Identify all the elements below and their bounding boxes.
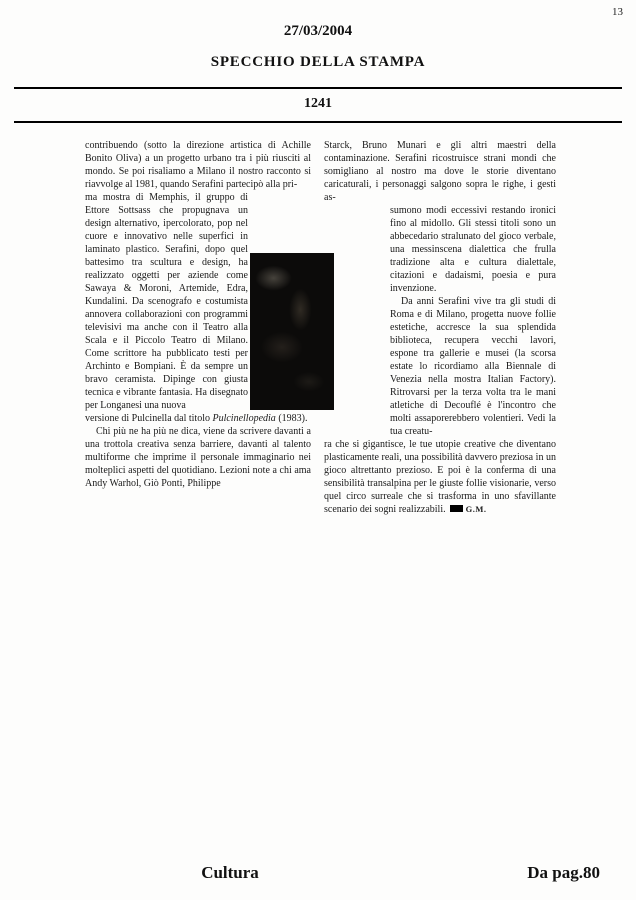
issue-number: 1241 [304,96,332,111]
text-run: Da anni Serafini vive tra gli studi di Roma e di Milano, progetta nuove follie estetiche, accresce la sua splendida biblioteca, recupera vecchi lavori, espone tra gallerie e musei (la scorsa estate lo ricordiamo alla Biennale di Venezia nella mostra Italian Factory). Ritrovarsi per la terza volta tra le mani atletiche di Decouflé è l'incontro che molti assaporerebbero volentieri. Vedi la tua creatu- [390,296,556,437]
text-run: ma mostra di Memphis, il gruppo di Ettore Sottsass che propugnava un design alternativo, ipercolorato, pop nel cuore e innovativo nelle superfici in laminato plastico. Serafini, dopo quel battesimo tra scultura e design, ha realizzato oggetti per aziende come Sawaya & Moroni, Artemide, Edra, Kundalini. Da scenografo e costumista annovera collaborazioni con programmi televisivi ma anche con il Teatro alla Scala e il Piccolo Teatro di Milano. Come scrittore ha pubblicato testi per Archinto e Bompiani. È da sempre un bravo ceramista. Dipinge con giusta tecnica e vibrante fantasia. Ha disegnato per Longanesi una nuova [85,192,248,411]
article-paragraph-wrapped [390,204,556,295]
text-run: (1983). [275,413,308,424]
article-paragraph [85,139,311,191]
text-run: versione di Pulcinella dal titolo [85,413,213,424]
text-run: sumono modi eccessivi restando ironici fino al midollo. Gli stessi titoli sono un abbecedario stralunato del gioco verbale, una messinscena dialettica che frulla tradizione alta e cultura dialettale, citazioni e dadaismi, poesia e pura invenzione. [390,205,556,294]
article-photo [250,253,334,410]
author-initials: G.M. [465,504,487,514]
text-run: Starck, Bruno Munari e gli altri maestri della contaminazione. Serafini ricostruisce strani mondi che somigliano al nostro ma dove le storie diventano caricaturali, i personaggi salgono sopra le righe, i gesti as- [324,140,556,203]
article-paragraph [85,425,311,490]
article-column-right [324,139,556,516]
text-run: Chi più ne ha più ne dica, viene da scrivere davanti a una trottola creativa senza barriere, davanti al talento multiforme che imprime il personale immaginario nei molteplici aspetti del quotidiano. Lezioni note a chi ama Andy Warhol, Giò Ponti, Philippe [85,426,311,489]
publication-title: SPECCHIO DELLA STAMPA [210,54,426,70]
article-paragraph [85,412,311,425]
article-paragraph-wrapped [390,295,556,438]
article-paragraph [324,438,556,516]
article-wrapped-block [390,204,556,438]
book-title-italic: Pulcinellopedia [212,413,276,424]
page-number: 13 [612,6,623,18]
article-paragraph-wrapped [85,191,248,412]
end-of-article-mark [450,505,463,512]
footer-section-label: Cultura [201,863,259,882]
divider-top-rule [14,87,622,89]
clipping-date: 27/03/2004 [283,23,353,39]
text-run: contribuendo (sotto la direzione artistica di Achille Bonito Oliva) a un progetto urbano tra i più riusciti al mondo. Se poi risaliamo a Milano il nostro racconto si riavvolge al 1981, quando Serafini partecipò alla pri- [85,140,311,190]
divider-bottom-rule [14,121,622,123]
text-run: ra che si gigantisce, le tue utopie creative che diventano plasticamente reali, una possibilità davvero preziosa in un gioco altrettanto prezioso. E poi è la conferma di una sensibilità transalpina per le giuste follie visionarie, verso quel circo surreale che si trasforma in uno sfavillante scenario dei sogni realizzabili. [324,439,556,515]
footer-source-page: Da pag.80 [527,863,600,882]
article-paragraph [324,139,556,204]
